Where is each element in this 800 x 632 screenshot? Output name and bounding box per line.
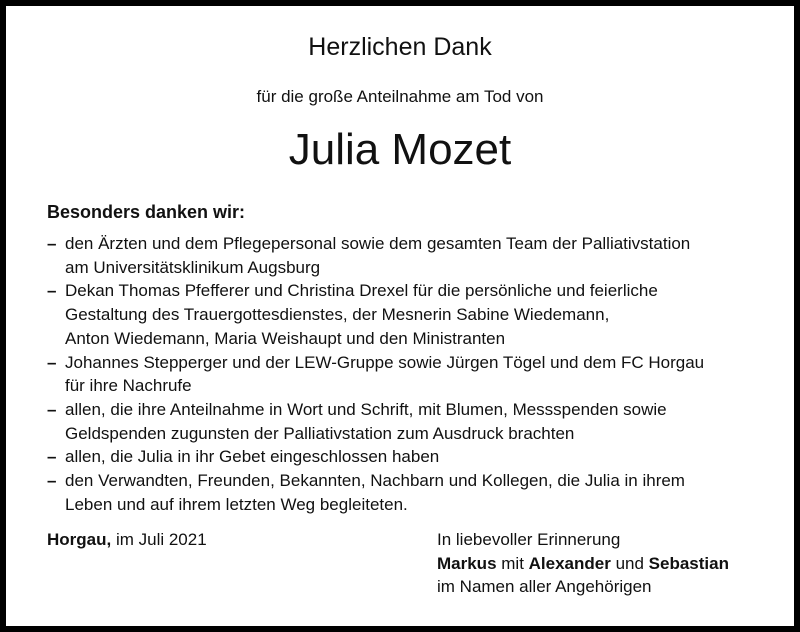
place-date — [47, 528, 207, 551]
dash-bullet: – — [47, 447, 57, 467]
list-item — [47, 445, 767, 469]
place: Horgau, — [47, 530, 112, 549]
thanks-list — [47, 232, 767, 516]
heading: Herzlichen Dank — [308, 33, 492, 61]
dash-bullet: – — [47, 471, 57, 491]
item-line: Anton Wiedemann, Maria Weishaupt und den Ministranten — [65, 328, 506, 348]
dash-bullet: – — [47, 352, 57, 372]
connector-text: und — [610, 553, 649, 573]
list-item — [47, 351, 767, 398]
item-line: Leben und auf ihrem letzten Weg begleiteten. — [65, 494, 408, 514]
item-line: Geldspenden zugunsten der Palliativstation zum Ausdruck brachten — [65, 423, 575, 443]
signature-line-3: im Namen aller Angehörigen — [437, 577, 652, 596]
subheading: für die große Anteilnahme am Tod von — [256, 87, 544, 106]
deceased-name: Julia Mozet — [288, 125, 512, 174]
item-line: allen, die ihre Anteilnahme in Wort und Schrift, mit Blumen, Messspenden sowie — [65, 399, 667, 419]
item-line: den Ärzten und dem Pflegepersonal sowie dem gesamten Team der Palliativstation — [65, 234, 691, 253]
list-item — [47, 398, 767, 445]
item-line: für ihre Nachrufe — [65, 376, 192, 396]
signature-names — [437, 552, 729, 576]
dash-bullet: – — [47, 281, 57, 301]
list-item — [47, 279, 767, 350]
signature-block — [437, 528, 729, 599]
item-line: Johannes Stepperger und der LEW-Gruppe sowie Jürgen Tögel und dem FC Horgau — [65, 352, 705, 372]
item-line: den Verwandten, Freunden, Bekannten, Nachbarn und Kollegen, die Julia in ihrem — [65, 471, 685, 491]
dash-bullet: – — [47, 399, 57, 419]
signature-line-1: In liebevoller Erinnerung — [437, 530, 621, 549]
thanks-title: Besonders danken wir: — [47, 202, 246, 222]
item-line: Gestaltung des Trauergottesdienstes, der Mesnerin Sabine Wiedemann, — [65, 305, 610, 325]
signer-name: Sebastian — [648, 553, 729, 573]
signer-name: Markus — [437, 553, 497, 573]
connector-text: mit — [496, 553, 529, 573]
item-line: Dekan Thomas Pfefferer und Christina Drexel für die persönliche und feierliche — [65, 281, 658, 301]
item-line: allen, die Julia in ihr Gebet eingeschlossen haben — [65, 447, 440, 467]
item-line: am Universitätsklinikum Augsburg — [65, 257, 321, 277]
signer-name: Alexander — [528, 553, 611, 573]
date: im Juli 2021 — [111, 530, 207, 549]
list-item — [47, 232, 767, 279]
list-item — [47, 469, 767, 516]
dash-bullet: – — [47, 234, 57, 253]
